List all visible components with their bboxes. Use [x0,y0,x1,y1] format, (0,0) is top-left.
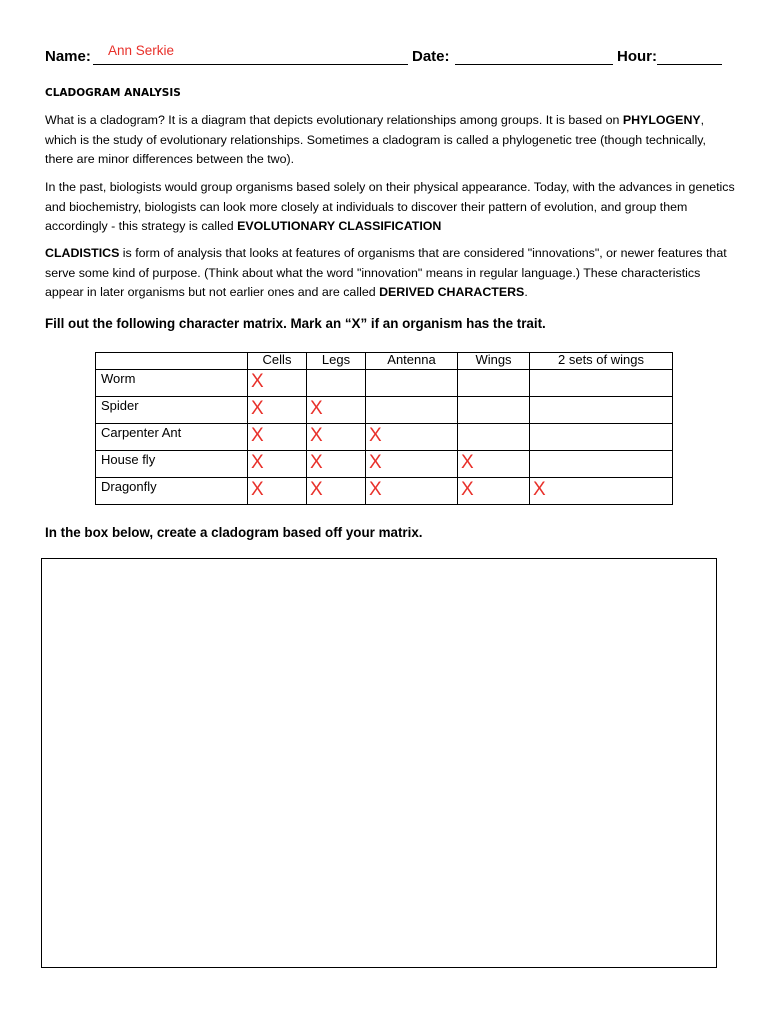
matrix-column-header: Wings [458,353,530,370]
paragraph-text: . [524,285,528,299]
hour-label: Hour: [617,48,657,65]
trait-cell[interactable] [307,397,366,424]
x-mark: X [251,425,264,446]
matrix-corner-header [96,353,248,370]
trait-cell[interactable] [248,451,307,478]
cladogram-instruction: In the box below, create a cladogram based off your matrix. [45,525,423,540]
bold-term: CLADISTICS [45,246,120,260]
trait-cell[interactable] [307,451,366,478]
cladogram-drawing-box[interactable] [41,558,717,968]
header-row [45,43,725,70]
paragraph-evolutionary-classification [45,178,735,237]
matrix-column-header: 2 sets of wings [530,353,673,370]
trait-cell[interactable] [366,451,458,478]
trait-cell[interactable] [530,478,673,505]
matrix-row [96,451,673,478]
hour-field[interactable] [657,64,722,65]
trait-cell[interactable] [307,370,366,397]
matrix-instruction: Fill out the following character matrix. Mark an “X” if an organism has the trait. [45,316,546,331]
bold-term: EVOLUTIONARY CLASSIFICATION [237,219,442,233]
date-field[interactable] [455,64,613,65]
paragraph-text: is form of analysis that looks at features of organisms that are considered "innovations", or newer features that serve some kind of purpose. (Think about what the word "innovation" means in regular language.) These characteristics appear in later organisms but not earlier ones and are called [45,246,727,299]
trait-cell[interactable] [307,478,366,505]
trait-cell[interactable] [248,370,307,397]
x-mark: X [310,452,323,473]
x-mark: X [369,425,382,446]
matrix-row [96,370,673,397]
trait-cell[interactable] [248,478,307,505]
paragraph-cladogram-definition [45,111,735,170]
organism-name: Spider [96,397,248,424]
organism-name: Worm [96,370,248,397]
trait-cell[interactable] [458,397,530,424]
matrix-row [96,478,673,505]
x-mark: X [251,371,264,392]
trait-cell[interactable] [530,451,673,478]
organism-name: House fly [96,451,248,478]
x-mark: X [310,398,323,419]
trait-cell[interactable] [366,397,458,424]
matrix-header-row [96,353,673,370]
trait-cell[interactable] [248,397,307,424]
trait-cell[interactable] [307,424,366,451]
matrix-column-header: Antenna [366,353,458,370]
x-mark: X [369,479,382,500]
page-title: CLADOGRAM ANALYSIS [45,87,181,99]
matrix-row [96,424,673,451]
paragraph-text: In the past, biologists would group organisms based solely on their physical appearance. Today, with the advances in genetics and biochemistry, biologists can look more closely at individuals to discover their pattern of evolution, and group them accordingly - this strategy is called [45,180,735,233]
trait-cell[interactable] [366,478,458,505]
paragraph-cladistics [45,244,735,303]
trait-cell[interactable] [530,370,673,397]
organism-name: Carpenter Ant [96,424,248,451]
date-label: Date: [412,48,450,65]
x-mark: X [533,479,546,500]
name-label: Name: [45,48,91,65]
organism-name: Dragonfly [96,478,248,505]
paragraph-text: What is a cladogram? It is a diagram that depicts evolutionary relationships among groups. It is based on [45,113,623,127]
x-mark: X [251,479,264,500]
x-mark: X [461,452,474,473]
x-mark: X [251,452,264,473]
trait-cell[interactable] [248,424,307,451]
name-field[interactable]: Ann Serkie [108,43,175,58]
x-mark: X [310,425,323,446]
matrix-column-header: Legs [307,353,366,370]
trait-cell[interactable] [458,478,530,505]
paragraph-text: , which is the study of evolutionary relationships. Sometimes a cladogram is called a phylogenetic tree (though technically, there are minor differences between the two). [45,113,706,166]
trait-cell[interactable] [458,370,530,397]
trait-cell[interactable] [366,424,458,451]
trait-cell[interactable] [458,451,530,478]
bold-term: PHYLOGENY [622,113,701,127]
name-line [93,64,408,65]
trait-cell[interactable] [366,370,458,397]
matrix-row [96,397,673,424]
bold-term: DERIVED CHARACTERS [379,285,525,299]
x-mark: X [461,479,474,500]
trait-cell[interactable] [530,424,673,451]
matrix-column-header: Cells [248,353,307,370]
character-matrix [95,352,673,505]
trait-cell[interactable] [458,424,530,451]
x-mark: X [369,452,382,473]
x-mark: X [310,479,323,500]
trait-cell[interactable] [530,397,673,424]
x-mark: X [251,398,264,419]
